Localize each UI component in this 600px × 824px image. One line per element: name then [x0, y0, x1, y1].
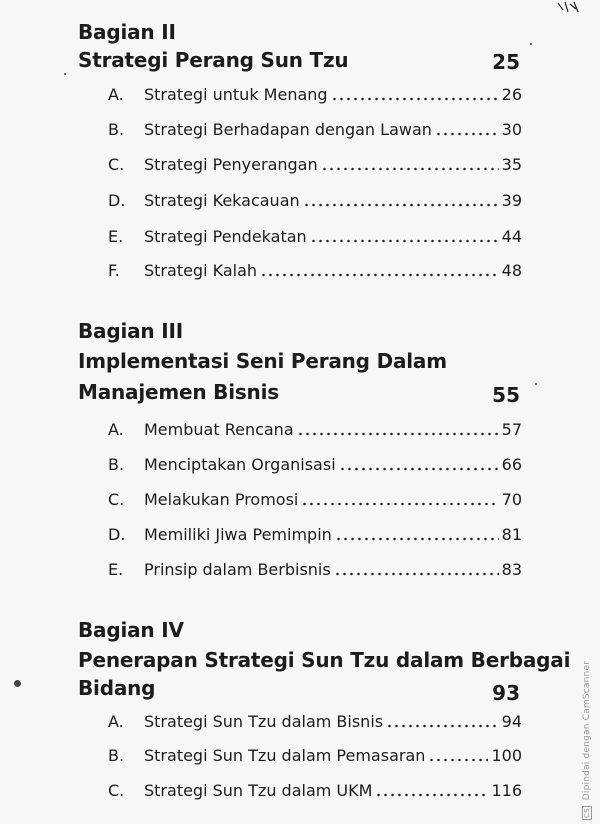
entry-page-number: 30: [501, 120, 522, 139]
entry-letter: F.: [108, 261, 120, 280]
part-title: Strategi Perang Sun Tzu: [78, 48, 349, 72]
scan-speck: [530, 43, 532, 45]
entry-letter: C.: [108, 490, 125, 509]
toc-entry: [108, 744, 522, 768]
entry-title: Strategi Berhadapan dengan Lawan: [144, 120, 432, 139]
entry-page-number: 39: [501, 191, 522, 210]
toc-entry: [108, 259, 522, 283]
entry-page-number: 83: [501, 560, 522, 579]
toc-entry: [108, 118, 522, 142]
dot-leader: [297, 432, 499, 436]
part-title: Penerapan Strategi Sun Tzu dalam Berbagai: [78, 648, 571, 672]
scan-speck: [14, 680, 21, 687]
entry-page-number: 116: [491, 781, 522, 800]
toc-entry: [108, 523, 522, 547]
dot-leader: [303, 203, 499, 207]
scan-speck: [64, 73, 66, 75]
toc-entry: [108, 83, 522, 107]
entry-letter: E.: [108, 227, 124, 246]
part-label: Bagian IV: [78, 618, 184, 642]
toc-entry: [108, 779, 522, 803]
entry-letter: E.: [108, 560, 124, 579]
part-title: Manajemen Bisnis: [78, 380, 279, 404]
entry-letter: B.: [108, 120, 125, 139]
dot-leader: [435, 132, 499, 136]
toc-entry: [108, 558, 522, 582]
entry-title: Strategi Sun Tzu dalam Pemasaran: [144, 746, 426, 765]
entry-page-number: 35: [501, 155, 522, 174]
entry-title: Melakukan Promosi: [144, 490, 299, 509]
part-title: Implementasi Seni Perang Dalam: [78, 349, 447, 373]
part-label: Bagian II: [78, 20, 176, 44]
entry-page-number: 26: [501, 85, 522, 104]
entry-letter: C.: [108, 781, 125, 800]
camscanner-logo-icon: CS: [583, 808, 591, 818]
toc-entry: [108, 225, 522, 249]
entry-page-number: 57: [501, 420, 522, 439]
scanner-watermark: [582, 650, 596, 820]
scanner-watermark-text: Dipindai dengan CamScanner: [582, 660, 592, 801]
entry-letter: A.: [108, 420, 124, 439]
toc-entry: [108, 153, 522, 177]
entry-title: Strategi Sun Tzu dalam Bisnis: [144, 712, 384, 731]
part-title: Bidang: [78, 676, 156, 700]
entry-title: Membuat Rencana: [144, 420, 294, 439]
entry-letter: A.: [108, 85, 124, 104]
entry-title: Prinsip dalam Berbisnis: [144, 560, 331, 579]
toc-entry: [108, 710, 522, 734]
part-page-number: 55: [492, 383, 520, 407]
part-label: Bagian III: [78, 319, 183, 343]
entry-title: Memiliki Jiwa Pemimpin: [144, 525, 332, 544]
toc-entry: [108, 418, 522, 442]
entry-page-number: 81: [501, 525, 522, 544]
part-page-number: 25: [492, 50, 520, 74]
dot-leader: [428, 758, 488, 762]
entry-page-number: 100: [491, 746, 522, 765]
entry-letter: B.: [108, 455, 125, 474]
dot-leader: [375, 793, 488, 797]
toc-entry: [108, 488, 522, 512]
entry-page-number: 48: [501, 261, 522, 280]
entry-letter: C.: [108, 155, 125, 174]
entry-title: Strategi Penyerangan: [144, 155, 318, 174]
entry-page-number: 70: [501, 490, 522, 509]
dot-leader: [321, 167, 499, 171]
dot-leader: [335, 537, 499, 541]
part-page-number: 93: [492, 681, 520, 705]
dot-leader: [301, 502, 498, 506]
entry-title: Strategi Kekacauan: [144, 191, 300, 210]
entry-letter: D.: [108, 191, 126, 210]
ink-scribble-mark: [556, 0, 582, 14]
dot-leader: [260, 273, 499, 277]
entry-title: Strategi untuk Menang: [144, 85, 328, 104]
toc-entry: [108, 453, 522, 477]
dot-leader: [310, 239, 499, 243]
dot-leader: [386, 724, 499, 728]
entry-page-number: 66: [501, 455, 522, 474]
entry-page-number: 44: [501, 227, 522, 246]
entry-page-number: 94: [501, 712, 522, 731]
entry-letter: D.: [108, 525, 126, 544]
dot-leader: [331, 97, 499, 101]
scan-speck: [535, 383, 537, 385]
entry-letter: A.: [108, 712, 124, 731]
dot-leader: [339, 467, 499, 471]
toc-entry: [108, 189, 522, 213]
entry-title: Menciptakan Organisasi: [144, 455, 336, 474]
entry-title: Strategi Pendekatan: [144, 227, 307, 246]
entry-letter: B.: [108, 746, 125, 765]
entry-title: Strategi Sun Tzu dalam UKM: [144, 781, 373, 800]
entry-title: Strategi Kalah: [144, 261, 258, 280]
dot-leader: [334, 572, 499, 576]
